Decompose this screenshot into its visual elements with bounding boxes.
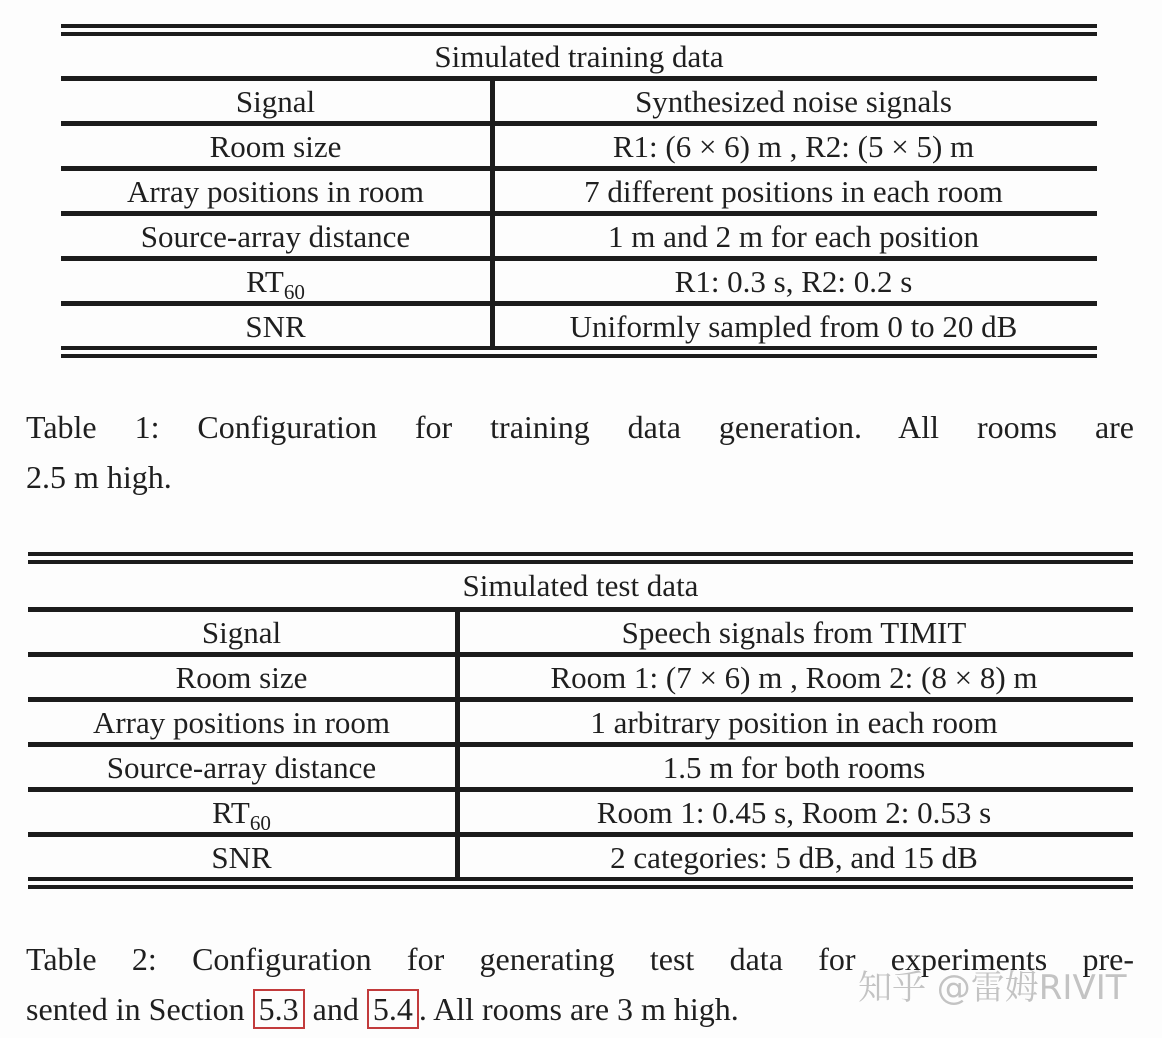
table-row — [28, 747, 1133, 787]
row-value: Speech signals from TIMIT — [621, 614, 967, 650]
table-row — [28, 702, 1133, 742]
row-label — [28, 749, 455, 785]
table-row — [61, 81, 1097, 121]
section-ref-5-4-link[interactable]: 5.4 — [367, 989, 419, 1029]
row-label — [61, 83, 490, 119]
row-label — [28, 704, 455, 740]
row-value: Room 1: (7 × 6) m , Room 2: (8 × 8) m — [550, 659, 1038, 695]
row-value: Room 1: 0.45 s, Room 2: 0.53 s — [596, 794, 992, 830]
table-row — [28, 792, 1133, 835]
row-label-text: Array positions in room — [126, 173, 425, 209]
row-label-text: RT — [212, 794, 250, 830]
row-value: 1 arbitrary position in each room — [590, 704, 998, 740]
table-row — [28, 657, 1133, 697]
row-label-text: Signal — [201, 614, 282, 650]
table-training-config — [61, 24, 1097, 358]
table-top-double-rule — [61, 24, 1097, 36]
table-row — [61, 126, 1097, 166]
section-ref-5-3-link[interactable]: 5.3 — [253, 989, 305, 1029]
row-label-text: RT — [246, 263, 284, 299]
table-row — [61, 171, 1097, 211]
row-label — [61, 128, 490, 164]
row-label — [28, 614, 455, 650]
row-label — [61, 173, 490, 209]
caption-text: . All rooms are 3 m high. — [418, 991, 739, 1027]
table-row — [61, 261, 1097, 304]
row-label-text: Source-array distance — [140, 218, 411, 254]
row-value: 2 categories: 5 dB, and 15 dB — [610, 839, 978, 875]
table-row — [28, 612, 1133, 652]
table-row — [61, 216, 1097, 256]
row-label-text: Source-array distance — [106, 749, 377, 785]
table-bottom-double-rule — [28, 877, 1133, 889]
row-label-text: Room size — [209, 128, 342, 164]
caption-text: sented in Section — [26, 991, 253, 1027]
table-test-config — [28, 552, 1133, 889]
row-label — [28, 794, 455, 835]
caption-line: Table 1: Configuration for training data generation. All rooms are — [26, 409, 1134, 445]
row-label-subscript: 60 — [283, 279, 305, 304]
table-title-row — [61, 36, 1097, 76]
row-label-subscript: 60 — [249, 810, 271, 835]
row-label-text: SNR — [245, 308, 306, 344]
row-value: R1: (6 × 6) m , R2: (5 × 5) m — [612, 128, 975, 164]
table-top-double-rule — [28, 552, 1133, 564]
row-value: 1.5 m for both rooms — [662, 749, 926, 785]
caption-text: and — [304, 991, 367, 1027]
table-column-divider — [455, 608, 460, 878]
table-title: Simulated training data — [434, 38, 724, 74]
table-row — [61, 306, 1097, 346]
row-value: Synthesized noise signals — [635, 83, 952, 119]
row-label-text: Room size — [175, 659, 308, 695]
row-value: Uniformly sampled from 0 to 20 dB — [569, 308, 1018, 344]
table-title: Simulated test data — [462, 568, 699, 603]
row-value: R1: 0.3 s, R2: 0.2 s — [674, 263, 913, 299]
row-label — [28, 839, 455, 875]
caption-table1 — [26, 402, 1134, 502]
table-title-row — [28, 564, 1133, 607]
table-row — [28, 837, 1133, 877]
table-column-divider — [490, 77, 495, 347]
row-label — [61, 308, 490, 344]
row-value: 7 different positions in each room — [584, 173, 1003, 209]
row-label — [28, 659, 455, 695]
zhihu-watermark: 知乎 @雷姆RIVIT — [858, 968, 1127, 1008]
caption-line: Table 2: Configuration for generating test data for experiments pre- — [26, 941, 1134, 977]
row-label-text: SNR — [211, 839, 272, 875]
caption-line: 2.5 m high. — [26, 459, 172, 495]
row-label-text: Signal — [235, 83, 316, 119]
row-label — [61, 263, 490, 304]
row-value: 1 m and 2 m for each position — [607, 218, 980, 254]
table-bottom-double-rule — [61, 346, 1097, 358]
row-label — [61, 218, 490, 254]
row-label-text: Array positions in room — [92, 704, 391, 740]
